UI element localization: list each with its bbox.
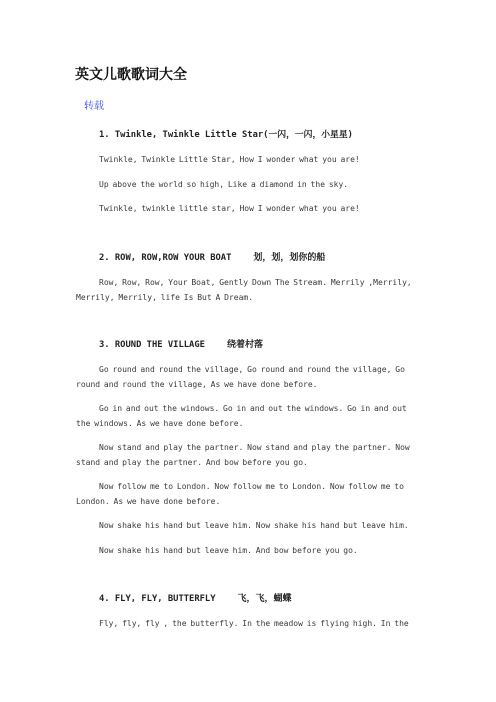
song-2-title-cn: 划，划，划你的船 (253, 253, 326, 263)
document-title: 英文儿歌歌词大全 (75, 67, 187, 83)
song-1-title: 1. Twinkle, Twinkle Little Star(一闪，一闪，小星星) (99, 130, 353, 140)
song-1-line-3: Twinkle, twinkle little star, How I wonder what you are! (99, 204, 360, 213)
song-2-title (99, 250, 325, 263)
song-3-line-1: Go round and round the village, Go round and round the village, Go round and round the village, As we have done before. (76, 365, 405, 389)
song-3-title-en: 3. ROUND THE VILLAGE (99, 340, 205, 350)
song-3-line-2: Go in and out the windows. Go in and out the windows. Go in and out the windows. As we have done before. (76, 404, 407, 428)
song-3-line-4: Now follow me to London. Now follow me to London. Now follow me to London. As we have done before. (76, 482, 404, 506)
repost-link[interactable]: 转载 (84, 101, 104, 112)
song-3-line-3: Now stand and play the partner. Now stand and play the partner. Now stand and play the partner. And bow before you go. (76, 443, 410, 467)
song-4-line-1: Fly, fly, fly , the butterfly. In the meadow is flying high. In the (99, 619, 409, 628)
song-3-line-5: Now shake his hand but leave him. Now shake his hand but leave him. (99, 521, 409, 530)
song-2-line-1: Row, Row, Row, Your Boat, Gently Down The Stream. Merrily ,Merrily, Merrily, Merrily, life Is But A Dream. (76, 278, 412, 302)
song-1-line-1: Twinkle, Twinkle Little Star, How I wonder what you are! (99, 155, 360, 164)
song-4-title-cn: 飞，飞，蝴蝶 (237, 594, 292, 604)
song-3-title (99, 337, 263, 350)
song-3-line-6: Now shake his hand but leave him. And bow before you go. (99, 546, 358, 555)
song-1-line-2: Up above the world so high, Like a diamond in the sky. (99, 180, 349, 189)
song-2-title-en: 2. ROW, ROW,ROW YOUR BOAT (99, 253, 232, 263)
song-4-title-en: 4. FLY, FLY, BUTTERFLY (99, 594, 216, 604)
song-3-title-cn: 绕着村落 (226, 340, 263, 350)
song-4-title (99, 591, 292, 604)
